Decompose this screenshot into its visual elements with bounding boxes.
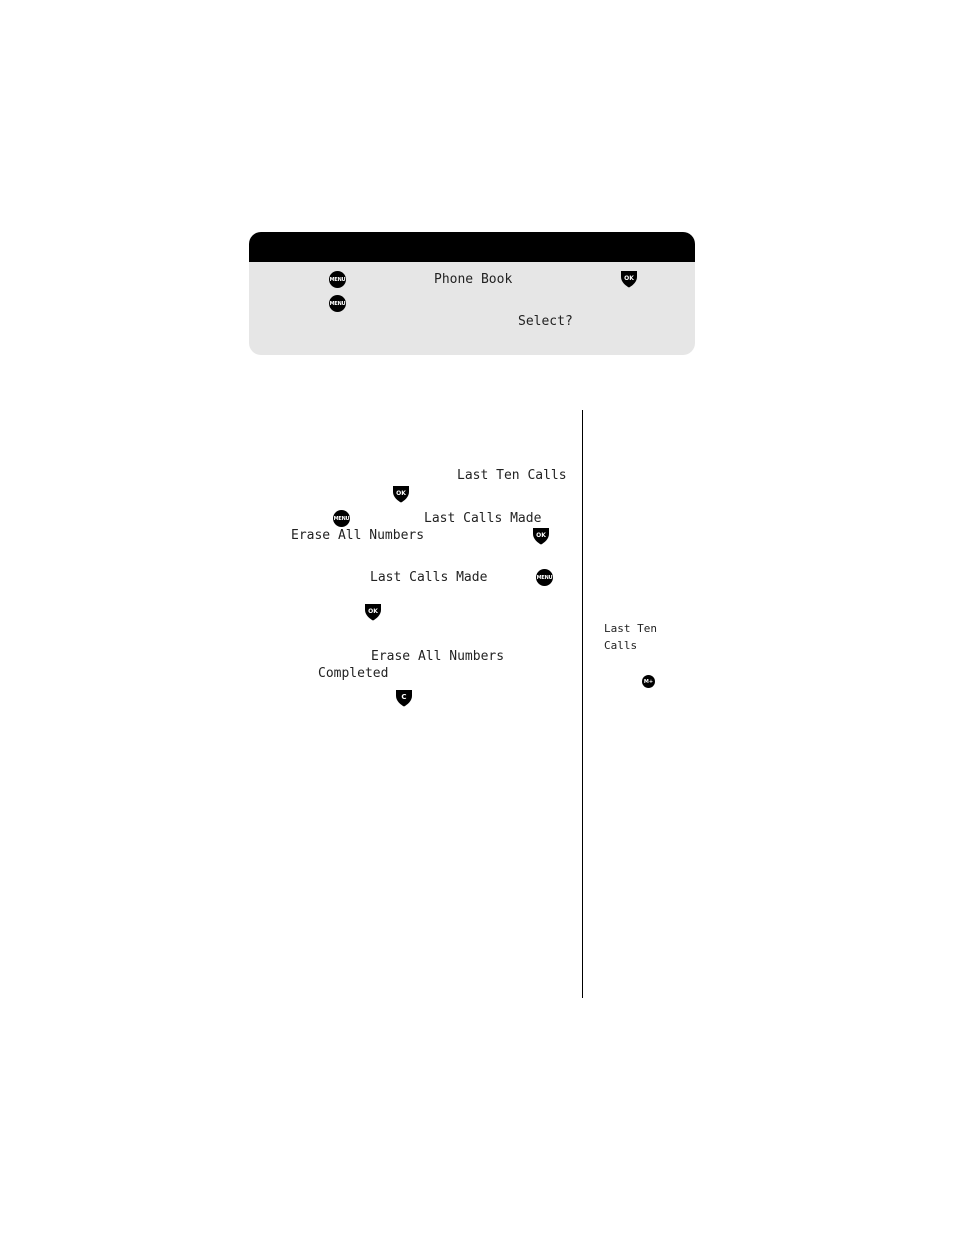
svg-text:OK: OK <box>624 275 634 282</box>
sidebar-note-line2: Calls <box>604 639 638 652</box>
display-select: Select? <box>518 314 573 329</box>
ok-key-icon <box>392 485 410 503</box>
menu-key-icon: MENU <box>333 510 350 527</box>
display-last-calls-made: Last Calls Made <box>424 511 542 526</box>
ok-key-icon <box>364 603 382 621</box>
column-divider <box>582 410 583 998</box>
menu-key-icon: MENU <box>329 271 346 288</box>
memory-plus-key-icon: M+ <box>642 675 655 688</box>
svg-text:OK: OK <box>396 490 406 497</box>
display-completed: Completed <box>318 666 389 681</box>
display-erase-all-numbers: Erase All Numbers <box>291 528 425 543</box>
sidebar-note-line1: Last Ten <box>604 622 657 635</box>
display-erase-all-numbers: Erase All Numbers <box>371 649 505 664</box>
menu-key-icon: MENU <box>536 569 553 586</box>
display-last-calls-made: Last Calls Made <box>370 570 488 585</box>
display-last-ten-calls: Last Ten Calls <box>457 468 567 483</box>
header-bar <box>249 232 695 262</box>
ok-key-icon <box>532 527 550 545</box>
display-phone-book: Phone Book <box>434 272 513 287</box>
svg-text:C: C <box>401 693 407 701</box>
menu-key-icon: MENU <box>329 295 346 312</box>
ok-key-icon <box>620 270 638 288</box>
svg-text:OK: OK <box>536 532 546 539</box>
clear-key-icon <box>395 689 413 707</box>
svg-text:OK: OK <box>368 608 378 615</box>
